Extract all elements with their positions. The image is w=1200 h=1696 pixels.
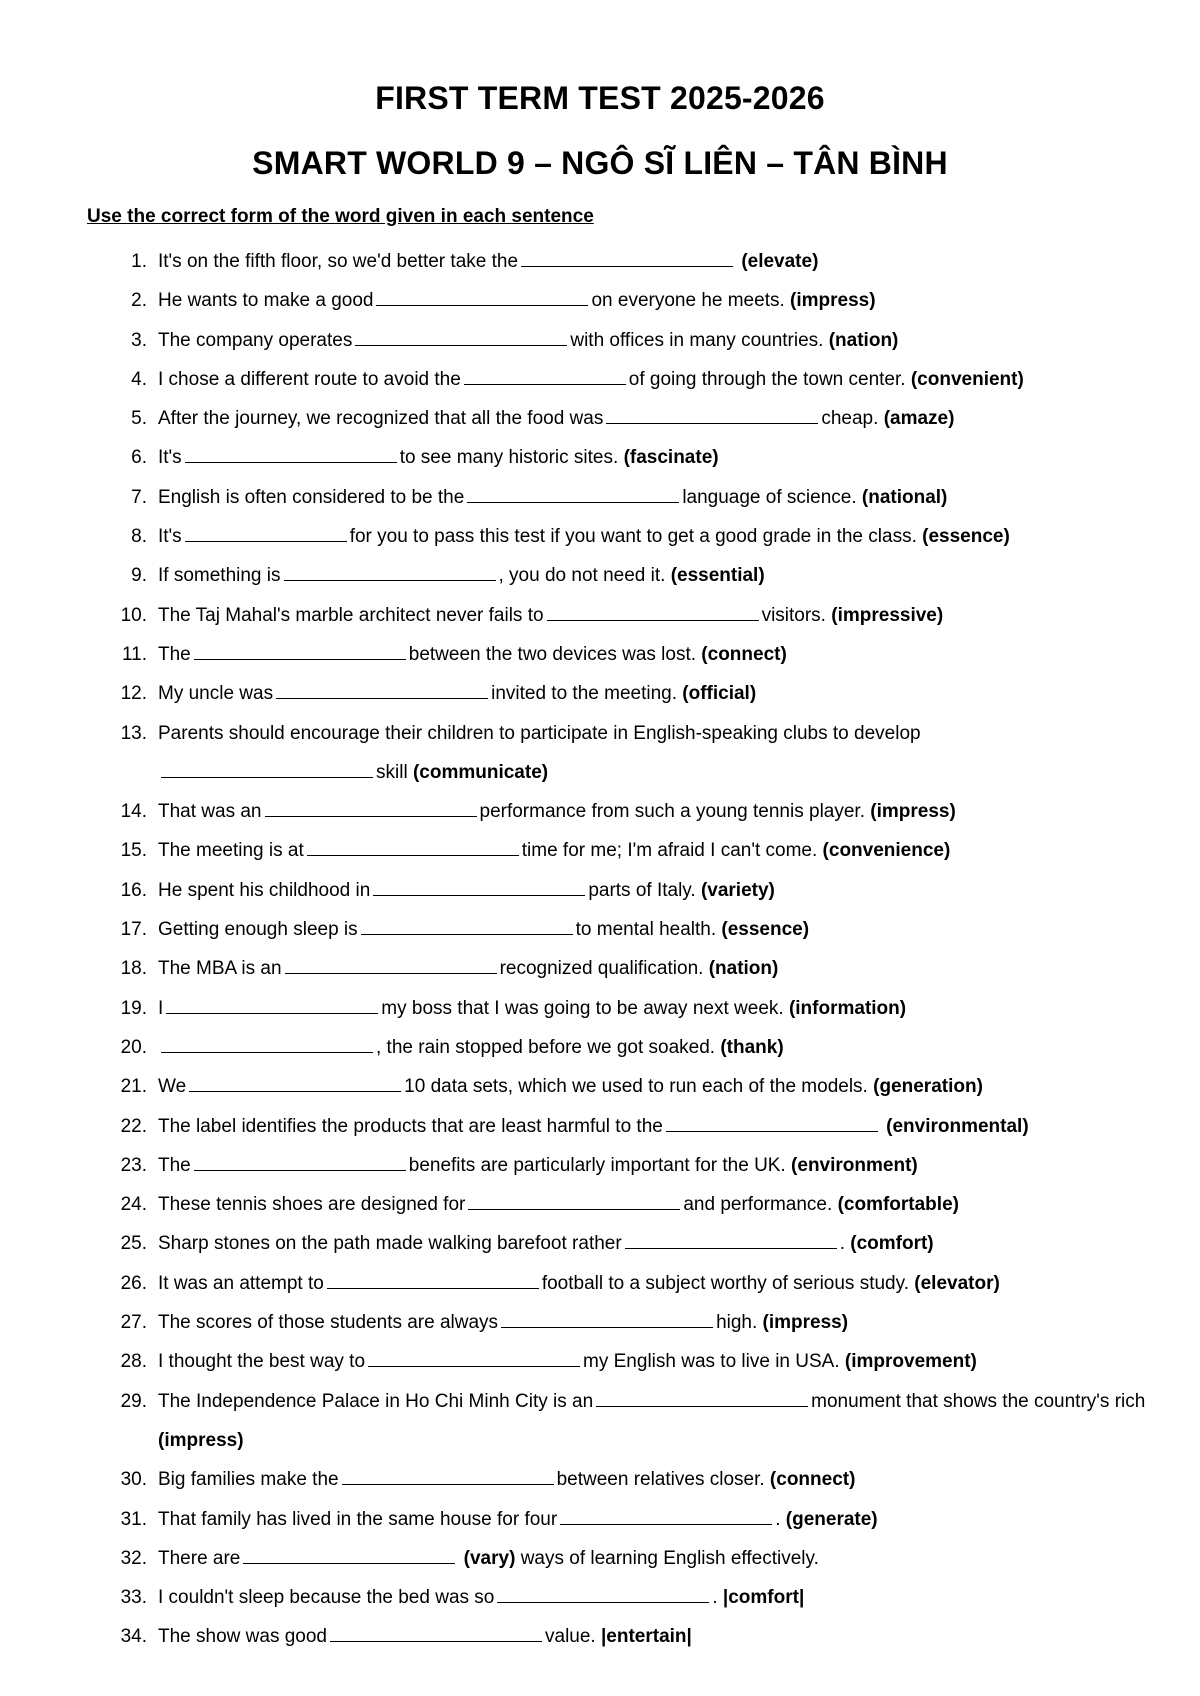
question-text-after: skill	[376, 761, 408, 783]
question-text-before: That family has lived in the same house for four	[158, 1508, 558, 1530]
question-number: 10.	[120, 604, 147, 626]
given-word: (generation)	[873, 1076, 983, 1098]
question-item	[0, 360, 1200, 399]
question-text-after: recognized qualification.	[499, 958, 704, 980]
given-word: (environment)	[791, 1154, 918, 1176]
given-word: (essential)	[670, 565, 765, 587]
question-text-before: Parents should encourage their children to participate in English-speaking clubs to develop	[158, 722, 921, 744]
question-item	[0, 1224, 1200, 1263]
question-text-before: The company operates	[158, 329, 353, 351]
question-item	[0, 831, 1200, 870]
question-text-before: The show was good	[158, 1626, 327, 1648]
question-number: 33.	[120, 1587, 147, 1609]
question-number: 26.	[120, 1272, 147, 1294]
question-text	[158, 1578, 1158, 1617]
question-number: 6.	[131, 447, 147, 469]
given-word: (convenient)	[910, 368, 1024, 390]
question-item	[0, 792, 1200, 831]
question-text	[158, 831, 1158, 870]
answer-blank[interactable]	[467, 501, 679, 503]
question-text-before: Getting enough sleep is	[158, 919, 358, 941]
question-text	[158, 1617, 1158, 1656]
question-text	[158, 1382, 1158, 1461]
question-number: 3.	[131, 329, 147, 351]
question-text-before: After the journey, we recognized that all the food was	[158, 408, 604, 430]
question-item	[0, 635, 1200, 674]
answer-blank[interactable]	[166, 1012, 378, 1014]
answer-blank[interactable]	[547, 619, 759, 621]
question-text	[158, 1539, 1158, 1578]
given-word: (connect)	[701, 643, 787, 665]
question-text	[158, 1460, 1158, 1499]
question-text-before: I chose a different route to avoid the	[158, 368, 461, 390]
question-item	[0, 1460, 1200, 1499]
given-word: (connect)	[769, 1469, 856, 1491]
question-text	[158, 674, 1158, 713]
question-text	[158, 242, 1158, 281]
question-text-after: to mental health.	[575, 919, 717, 941]
question-number: 19.	[120, 997, 147, 1019]
question-number: 25.	[120, 1233, 147, 1255]
question-number: 9.	[131, 565, 147, 587]
question-item	[0, 242, 1200, 281]
question-number: 23.	[120, 1154, 147, 1176]
given-word: (comfortable)	[837, 1194, 959, 1216]
question-number: 31.	[120, 1508, 147, 1530]
question-text-before: It's	[158, 526, 182, 548]
question-text-after: time for me; I'm afraid I can't come.	[521, 840, 818, 862]
test-title: FIRST TERM TEST 2025-2026	[375, 80, 825, 116]
question-item	[0, 1500, 1200, 1539]
question-item	[0, 399, 1200, 438]
answer-blank[interactable]	[625, 1247, 837, 1249]
question-number: 30.	[120, 1469, 147, 1491]
question-text	[158, 989, 1158, 1028]
answer-blank[interactable]	[468, 1208, 680, 1210]
given-word: (communicate)	[412, 761, 549, 783]
answer-blank[interactable]	[497, 1601, 709, 1603]
question-number: 22.	[120, 1115, 147, 1137]
given-word: (impress)	[762, 1312, 849, 1334]
answer-blank[interactable]	[361, 933, 573, 935]
question-number: 1.	[131, 251, 147, 272]
question-text-before: I	[158, 997, 164, 1019]
question-text-before: These tennis shoes are designed for	[158, 1194, 466, 1216]
question-text-after: my English was to live in USA.	[583, 1351, 840, 1373]
question-number: 7.	[131, 486, 147, 508]
question-number: 34.	[120, 1626, 147, 1648]
question-number: 15.	[120, 840, 147, 862]
question-text-after: between the two devices was lost.	[408, 643, 697, 665]
question-text-after: visitors.	[761, 604, 826, 626]
question-text	[158, 871, 1158, 910]
question-number: 27.	[120, 1312, 147, 1334]
answer-blank[interactable]	[194, 1169, 406, 1171]
answer-blank[interactable]	[327, 1287, 539, 1289]
question-text	[158, 1185, 1158, 1224]
question-text	[158, 714, 1158, 793]
answer-blank[interactable]	[464, 383, 626, 385]
question-text	[158, 1264, 1158, 1303]
question-text-after: .	[839, 1233, 845, 1255]
question-text-before: The MBA is an	[158, 958, 282, 980]
question-text-after: benefits are particularly important for the UK.	[408, 1154, 786, 1176]
question-text-before: The	[158, 1154, 191, 1176]
given-word: (generate)	[785, 1508, 878, 1530]
question-number: 12.	[120, 683, 147, 705]
question-text-after: language of science.	[682, 486, 857, 508]
question-item	[0, 949, 1200, 988]
question-text	[158, 517, 1158, 556]
question-text-before: The	[158, 643, 191, 665]
question-item	[0, 674, 1200, 713]
question-number: 28.	[120, 1351, 147, 1373]
answer-blank[interactable]	[194, 658, 406, 660]
answer-blank[interactable]	[606, 422, 818, 424]
question-number: 17.	[120, 919, 147, 941]
question-text-after: .	[712, 1587, 718, 1609]
question-item	[0, 1617, 1200, 1656]
given-word: (elevator)	[914, 1272, 1000, 1294]
given-word: (official)	[682, 683, 757, 705]
answer-blank[interactable]	[189, 1090, 401, 1092]
question-text	[158, 1303, 1158, 1342]
question-text-after: 10 data sets, which we used to run each of the models.	[404, 1076, 868, 1098]
question-number: 4.	[131, 368, 147, 390]
given-word: (vary)	[463, 1547, 516, 1569]
question-text-before: It's	[158, 447, 182, 469]
given-word: (impressive)	[831, 604, 944, 626]
given-word: (comfort)	[850, 1233, 934, 1255]
question-text-before: It was an attempt to	[158, 1272, 324, 1294]
question-text-after: monument that shows the country's rich	[811, 1390, 1146, 1412]
question-text	[158, 635, 1158, 674]
question-item	[0, 1539, 1200, 1578]
question-number: 13.	[120, 722, 147, 744]
question-text-before: That was an	[158, 801, 262, 823]
question-number: 29.	[120, 1390, 147, 1412]
question-item	[0, 517, 1200, 556]
given-word: (impress)	[158, 1429, 244, 1451]
answer-blank[interactable]	[342, 1483, 554, 1485]
question-text-after: for you to pass this test if you want to get a good grade in the class.	[349, 526, 917, 548]
question-text-after: football to a subject worthy of serious study.	[541, 1272, 909, 1294]
given-word: (variety)	[700, 879, 775, 901]
question-text-after: and performance.	[683, 1194, 833, 1216]
answer-blank[interactable]	[355, 344, 567, 346]
test-subtitle: SMART WORLD 9 – NGÔ SĨ LIÊN – TÂN BÌNH	[252, 145, 948, 181]
question-text-after: to see many historic sites.	[399, 447, 619, 469]
question-item	[0, 556, 1200, 595]
answer-blank[interactable]	[161, 776, 373, 778]
question-item	[0, 478, 1200, 517]
question-text	[158, 1224, 1158, 1263]
question-text	[158, 596, 1158, 635]
question-text-before: Big families make the	[158, 1469, 339, 1491]
given-word: (environmental)	[886, 1115, 1029, 1137]
question-text-before: Sharp stones on the path made walking barefoot rather	[158, 1233, 622, 1255]
question-text-before: I thought the best way to	[158, 1351, 366, 1373]
question-text-after: performance from such a young tennis player.	[479, 801, 865, 823]
question-text-before: I couldn't sleep because the bed was so	[158, 1587, 495, 1609]
question-text-after: between relatives closer.	[556, 1469, 765, 1491]
answer-blank[interactable]	[185, 540, 347, 542]
question-text	[158, 792, 1158, 831]
question-text-after: my boss that I was going to be away next week.	[381, 997, 784, 1019]
question-text	[158, 1107, 1158, 1146]
given-word: (convenience)	[822, 840, 951, 862]
answer-blank[interactable]	[373, 894, 585, 896]
question-text	[158, 360, 1158, 399]
given-word: (elevate)	[741, 251, 819, 272]
question-text-after: invited to the meeting.	[491, 683, 677, 705]
given-word: |entertain|	[600, 1626, 692, 1648]
question-text	[158, 556, 1158, 595]
question-text	[158, 438, 1158, 477]
question-text-after: on everyone he meets.	[591, 290, 785, 312]
question-item	[0, 1342, 1200, 1381]
answer-blank[interactable]	[276, 697, 488, 699]
question-text-before: The label identifies the products that are least harmful to the	[158, 1115, 663, 1137]
answer-blank[interactable]	[666, 1130, 878, 1132]
question-text-tail: ways of learning English effectively.	[520, 1547, 819, 1569]
question-text-after: , the rain stopped before we got soaked.	[376, 1036, 716, 1058]
answer-blank[interactable]	[376, 304, 588, 306]
answer-blank[interactable]	[284, 579, 496, 581]
question-item	[0, 714, 1200, 793]
given-word: (nation)	[828, 329, 899, 351]
answer-blank[interactable]	[243, 1562, 455, 1564]
question-item	[0, 1303, 1200, 1342]
question-text-after: parts of Italy.	[588, 879, 696, 901]
question-text-before: We	[158, 1076, 187, 1098]
question-text-before: English is often considered to be the	[158, 486, 465, 508]
question-text-before: The scores of those students are always	[158, 1312, 499, 1334]
given-word: (thank)	[720, 1036, 784, 1058]
answer-blank[interactable]	[307, 854, 519, 856]
question-text-after: high.	[716, 1312, 758, 1334]
given-word: (essence)	[721, 919, 810, 941]
answer-blank[interactable]	[185, 461, 397, 463]
question-text-before: The Independence Palace in Ho Chi Minh City is an	[158, 1390, 594, 1412]
question-number: 21.	[120, 1076, 147, 1098]
question-number: 2.	[131, 290, 147, 312]
question-number: 24.	[120, 1194, 147, 1216]
question-text	[158, 281, 1158, 320]
question-text-before: If something is	[158, 565, 281, 587]
question-text	[158, 399, 1158, 438]
given-word: (improvement)	[844, 1351, 977, 1373]
question-list	[0, 242, 1200, 1657]
question-text-before: The meeting is at	[158, 840, 304, 862]
answer-blank[interactable]	[560, 1523, 772, 1525]
question-text-before: He wants to make a good	[158, 290, 374, 312]
question-number: 32.	[120, 1547, 147, 1569]
answer-blank[interactable]	[265, 815, 477, 817]
question-number: 11.	[121, 643, 147, 665]
question-text-after: .	[775, 1508, 781, 1530]
question-text	[158, 1500, 1158, 1539]
question-text	[158, 1146, 1158, 1185]
question-item	[0, 989, 1200, 1028]
given-word: (national)	[861, 486, 948, 508]
question-item	[0, 1067, 1200, 1106]
question-item	[0, 1028, 1200, 1067]
answer-blank[interactable]	[161, 1051, 373, 1053]
question-text-after: , you do not need it.	[498, 565, 666, 587]
question-text-before: There are	[158, 1547, 241, 1569]
question-item	[0, 1185, 1200, 1224]
question-item	[0, 1107, 1200, 1146]
given-word: (fascinate)	[623, 447, 719, 469]
question-text-before: The Taj Mahal's marble architect never fails to	[158, 604, 544, 626]
question-text-before: It's on the fifth floor, so we'd better take the	[158, 251, 519, 272]
question-text-after: of going through the town center.	[628, 368, 906, 390]
question-item	[0, 438, 1200, 477]
question-number: 18.	[120, 958, 147, 980]
question-item	[0, 321, 1200, 360]
question-text	[158, 949, 1158, 988]
given-word: (impress)	[790, 290, 876, 312]
question-text	[158, 1342, 1158, 1381]
given-word: (information)	[788, 997, 907, 1019]
question-item	[0, 1382, 1200, 1461]
answer-blank[interactable]	[368, 1365, 580, 1367]
question-text	[158, 1067, 1158, 1106]
question-number: 20.	[120, 1036, 147, 1058]
question-text-after: value.	[545, 1626, 596, 1648]
question-item	[0, 871, 1200, 910]
instruction-heading: Use the correct form of the word given in each sentence	[87, 206, 594, 227]
question-text-after: cheap.	[821, 408, 879, 430]
given-word: (essence)	[922, 526, 1010, 548]
given-word: (impress)	[870, 801, 956, 823]
question-item	[0, 596, 1200, 635]
question-item	[0, 1264, 1200, 1303]
question-text-after: with offices in many countries.	[570, 329, 824, 351]
answer-blank[interactable]	[330, 1640, 542, 1642]
question-number: 16.	[120, 879, 147, 901]
answer-blank[interactable]	[285, 972, 497, 974]
question-text	[158, 321, 1158, 360]
answer-blank[interactable]	[521, 265, 733, 267]
question-number: 14.	[120, 801, 147, 823]
given-word: (amaze)	[883, 408, 955, 430]
given-word: |comfort|	[722, 1587, 805, 1609]
answer-blank[interactable]	[501, 1326, 713, 1328]
question-number: 5.	[131, 408, 147, 430]
question-text	[158, 910, 1158, 949]
question-text-before: My uncle was	[158, 683, 274, 705]
question-item	[0, 910, 1200, 949]
question-item	[0, 1146, 1200, 1185]
given-word: (nation)	[708, 958, 779, 980]
question-number: 8.	[131, 526, 147, 548]
question-text	[158, 1028, 1158, 1067]
question-item	[0, 1578, 1200, 1617]
question-text-before: He spent his childhood in	[158, 879, 371, 901]
answer-blank[interactable]	[596, 1405, 808, 1407]
question-item	[0, 281, 1200, 320]
question-text	[158, 478, 1158, 517]
